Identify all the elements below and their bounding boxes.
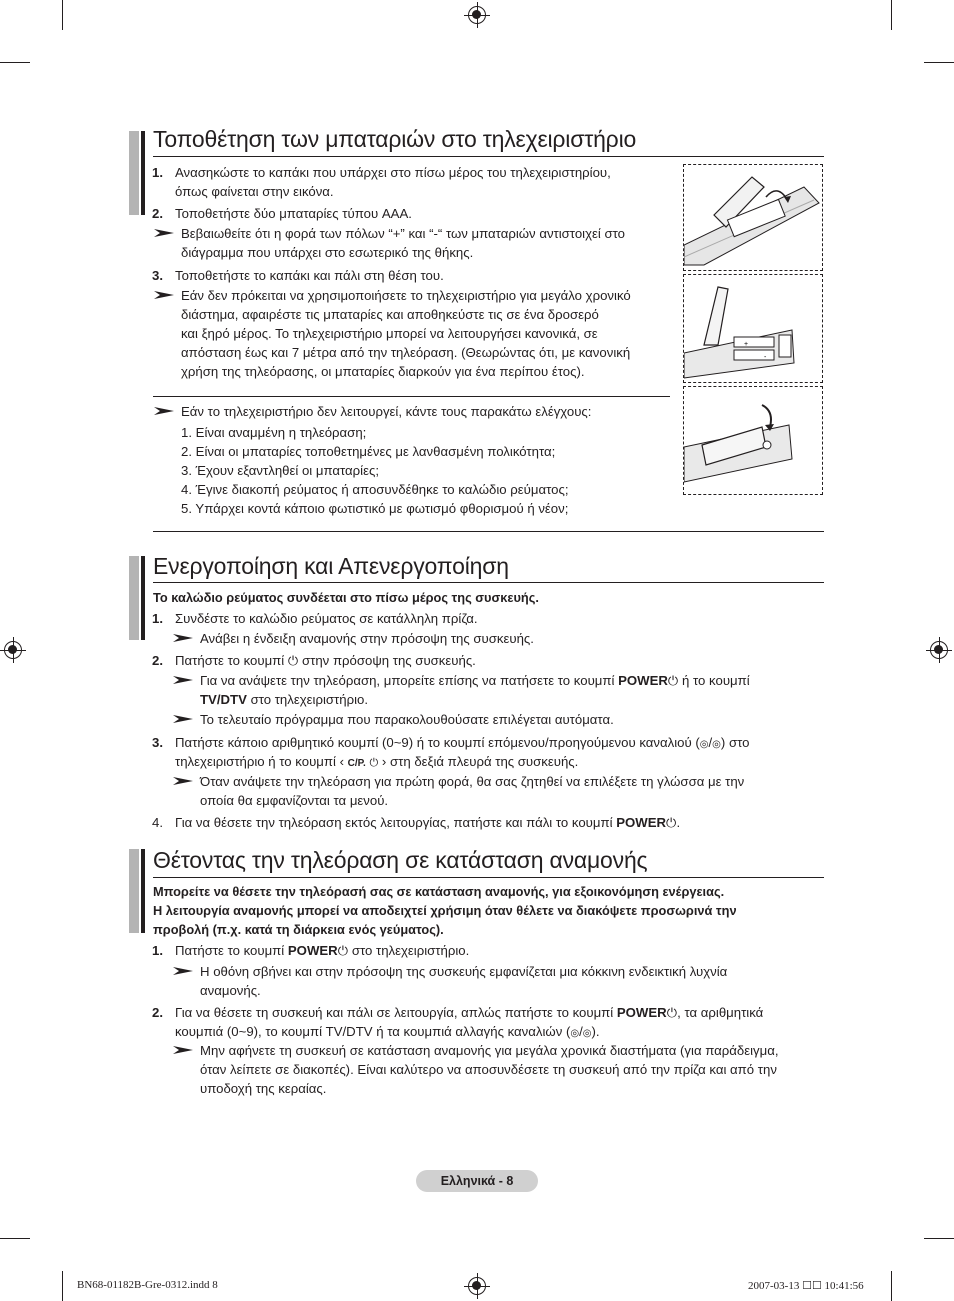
power-icon: ⏻ — [287, 653, 299, 668]
crop-mark — [0, 1238, 30, 1239]
step-number: 3. — [152, 268, 163, 283]
chevron-right-icon: › — [381, 754, 387, 769]
power-icon: ⏻ — [667, 673, 679, 688]
crop-mark — [62, 0, 63, 30]
check-item: 4. Έγινε διακοπή ρεύματος ή αποσυνδέθηκε το καλώδιο ρεύματος; — [181, 482, 569, 497]
arrow-note-icon — [173, 714, 193, 724]
crop-mark — [891, 1271, 892, 1301]
channel-down-icon: ◎ — [712, 739, 721, 750]
note-text: υποδοχή της κεραίας. — [200, 1081, 327, 1096]
registration-mark-icon — [468, 6, 486, 24]
step-text-part: . — [676, 815, 681, 830]
note-text — [200, 671, 750, 690]
section-marker — [129, 556, 139, 640]
crop-mark — [924, 62, 954, 63]
power-label: POWER — [618, 673, 668, 688]
note-text: χρήση της τηλεόρασης, οι μπαταρίες διαρκούν για ένα περίπου έτος). — [181, 364, 585, 379]
power-icon: ⏻ — [666, 815, 677, 830]
arrow-note-icon — [173, 966, 193, 976]
step-text-part: Πατήστε το κουμπί — [175, 943, 285, 958]
step-number: 1. — [152, 165, 163, 180]
cp-label: C/P. — [347, 758, 366, 769]
crop-mark — [62, 1271, 63, 1301]
section-marker — [141, 131, 145, 215]
step-text-part: στην πρόσοψη της συσκευής. — [302, 653, 476, 668]
arrow-note-icon — [154, 228, 174, 238]
note-text: Το τελευταίο πρόγραμμα που παρακολουθούσατε επιλέγεται αυτόματα. — [200, 712, 614, 727]
crop-mark — [924, 1238, 954, 1239]
chevron-left-icon: ‹ — [339, 754, 344, 769]
step-text — [175, 1003, 763, 1022]
section-marker — [129, 131, 139, 215]
step-text: Ανασηκώστε το καπάκι που υπάρχει στο πίσω μέρος του τηλεχειριστηρίου, — [175, 165, 611, 180]
note-text: Μην αφήνετε τη συσκευή σε κατάσταση αναμονής για μεγάλα χρονικά διαστήματα (για παράδειγμα, — [200, 1043, 779, 1058]
section-title-batteries: Τοποθέτηση των μπαταριών στο τηλεχειριστήριο — [153, 126, 637, 152]
power-label: POWER — [616, 815, 667, 830]
step-text: Τοποθετήστε δύο μπαταρίες τύπου AAA. — [175, 206, 412, 221]
section-rule — [153, 877, 824, 878]
registration-mark-icon — [4, 641, 22, 659]
step-text: κουμπιά (0~9), το κουμπί TV/DTV ή τα κουμπιά αλλαγής καναλιών (◎/◎). — [175, 1024, 600, 1039]
note-text: διάγραμμα που υπάρχει στο εσωτερικό της θήκης. — [181, 245, 474, 260]
page-number-badge: Ελληνικά - 8 — [416, 1170, 538, 1192]
note-text: Εάν το τηλεχειριστήριο δεν λειτουργεί, κάντε τους παρακάτω ελέγχους: — [181, 404, 592, 419]
intro-text: Η λειτουργία αναμονής μπορεί να αποδειχτεί χρήσιμη όταν θέλετε να διακόψετε προσωρινά την — [153, 903, 737, 918]
intro-text: Το καλώδιο ρεύματος συνδέεται στο πίσω μέρος της συσκευής. — [153, 590, 539, 605]
step-text — [175, 752, 578, 773]
arrow-note-icon — [173, 776, 193, 786]
step-number: 2. — [152, 653, 163, 668]
arrow-note-icon — [173, 675, 193, 685]
step-text-part: ) στο — [720, 735, 750, 750]
remote-illustration-batteries — [683, 274, 823, 383]
step-text-part: στο τηλεχειριστήριο. — [351, 943, 470, 958]
note-text-part: ή το κουμπί — [682, 673, 750, 688]
note-text: αναμονής. — [200, 983, 261, 998]
timestamp: 2007-03-13 ☐☐ 10:41:56 — [748, 1280, 864, 1292]
note-text: Βεβαιωθείτε ότι η φορά των πόλων “+” και “-“ των μπαταριών αντιστοιχεί στο — [181, 226, 625, 241]
crop-mark — [0, 62, 30, 63]
note-text — [200, 690, 368, 709]
crop-mark — [891, 0, 892, 30]
section-title-power: Ενεργοποίηση και Απενεργοποίηση — [153, 553, 509, 579]
power-icon: ⏻ — [369, 757, 379, 769]
section-title-standby: Θέτοντας την τηλεόραση σε κατάσταση αναμονής — [153, 847, 648, 873]
note-text: απόσταση έως και 7 μέτρα από την τηλεόραση. (Θεωρώντας ότι, με κανονική — [181, 345, 631, 360]
note-text: διάστημα, αφαιρέστε τις μπαταρίες και αποθηκεύστε τις σε ένα δροσερό — [181, 307, 599, 322]
power-icon: ⏻ — [666, 1005, 678, 1020]
step-text: Πατήστε κάποιο αριθμητικό κουμπί (0~9) ή το κουμπί επόμενου/προηγούμενου καναλιού (◎/◎) στο — [175, 735, 750, 750]
check-item: 2. Είναι οι μπαταρίες τοποθετημένες με λανθασμένη πολικότητα; — [181, 444, 556, 459]
section-marker — [129, 849, 139, 933]
registration-mark-icon — [468, 1277, 486, 1295]
note-text-part: Για να ανάψετε την τηλεόραση, μπορείτε επίσης να πατήσετε το κουμπί — [200, 673, 615, 688]
check-item: 3. Έχουν εξαντληθεί οι μπαταρίες; — [181, 463, 380, 478]
intro-text: Μπορείτε να θέσετε την τηλεόρασή σας σε κατάσταση αναμονής, για εξοικονόμηση ενέργειας. — [153, 884, 725, 899]
power-label: POWER — [287, 943, 338, 958]
channel-down-icon: ◎ — [582, 1028, 592, 1039]
section-rule — [153, 531, 824, 532]
step-number: 1. — [152, 611, 163, 626]
step-text: όπως φαίνεται στην εικόνα. — [175, 184, 334, 199]
power-icon: ⏻ — [337, 943, 349, 958]
note-text-part: στο τηλεχειριστήριο. — [250, 692, 369, 707]
tvdtv-label: TV/DTV — [200, 692, 247, 707]
registration-mark-icon — [930, 641, 948, 659]
note-text: Ανάβει η ένδειξη αναμονής στην πρόσοψη της συσκευής. — [200, 631, 534, 646]
channel-up-icon: ◎ — [570, 1028, 580, 1039]
section-rule — [153, 582, 824, 583]
note-text: όταν λείπετε σε διακοπές). Είναι καλύτερο να αποσυνδέσετε τη συσκευή από την πρίζα και από την — [200, 1062, 777, 1077]
channel-up-icon: ◎ — [699, 739, 709, 750]
remote-illustration-close-cover — [683, 386, 823, 495]
arrow-note-icon — [173, 633, 193, 643]
section-marker — [141, 849, 145, 933]
step-text-part: Για να θέσετε τη συσκευή και πάλι σε λειτουργία, απλώς πατήστε το κουμπί — [175, 1005, 614, 1020]
check-item: 1. Είναι αναμμένη η τηλεόραση; — [181, 425, 367, 440]
section-marker — [141, 556, 145, 640]
step-text-part: , τα αριθμητικά — [677, 1005, 764, 1020]
step-text — [175, 651, 476, 670]
step-number: 2. — [152, 206, 163, 221]
step-text-part: ). — [591, 1024, 600, 1039]
step-text-part: Πατήστε κάποιο αριθμητικό κουμπί (0~9) ή το κουμπί επόμενου/προηγούμενου καναλιού ( — [175, 735, 700, 750]
step-number: 2. — [152, 1005, 163, 1020]
section-rule — [153, 156, 824, 157]
step-number: 4. — [152, 815, 163, 830]
check-item: 5. Υπάρχει κοντά κάποιο φωτιστικό με φωτισμό φθορισμού ή νέον; — [181, 501, 569, 516]
step-text: Συνδέστε το καλώδιο ρεύματος σε κατάλληλη πρίζα. — [175, 611, 478, 626]
step-text: Τοποθετήστε το καπάκι και πάλι στη θέση του. — [175, 268, 444, 283]
note-text: και ξηρό μέρος. Το τηλεχειριστήριο μπορεί να λειτουργήσει κανονικά, σε — [181, 326, 598, 341]
arrow-note-icon — [154, 406, 174, 416]
step-number: 1. — [152, 943, 163, 958]
step-text-part: τηλεχειριστήριο ή το κουμπί — [175, 754, 336, 769]
note-text: Εάν δεν πρόκειται να χρησιμοποιήσετε το τηλεχειριστήριο για μεγάλο χρονικό — [181, 288, 631, 303]
step-text-part: κουμπιά (0~9), το κουμπί TV/DTV ή τα κουμπιά αλλαγής καναλιών ( — [175, 1024, 571, 1039]
note-text: οποία θα εμφανίζονται τα μενού. — [200, 793, 389, 808]
arrow-note-icon — [173, 1045, 193, 1055]
power-label: POWER — [616, 1005, 667, 1020]
step-text — [175, 941, 469, 960]
file-name: BN68-01182B-Gre-0312.indd 8 — [77, 1279, 218, 1291]
step-text-part: Πατήστε το κουμπί — [175, 653, 285, 668]
note-text: Η οθόνη σβήνει και στην πρόσοψη της συσκευής εμφανίζεται μια κόκκινη ενδεικτική λυχνία — [200, 964, 728, 979]
arrow-note-icon — [154, 290, 174, 300]
step-text-part: στη δεξιά πλευρά της συσκευής. — [389, 754, 579, 769]
step-text-part: Για να θέσετε την τηλεόραση εκτός λειτουργίας, πατήστε και πάλι το κουμπί — [175, 815, 613, 830]
step-number: 3. — [152, 735, 163, 750]
intro-text: προβολή (π.χ. κατά τη διάρκεια ενός γεύματος). — [153, 922, 444, 937]
battery-minus-sign: - — [764, 354, 767, 361]
battery-plus-sign: + — [744, 341, 749, 348]
remote-illustration-open-cover — [683, 164, 823, 271]
note-text: Όταν ανάψετε την τηλεόραση για πρώτη φορά, θα σας ζητηθεί να επιλέξετε τη γλώσσα με την — [200, 774, 745, 789]
divider — [153, 396, 670, 397]
step-text — [175, 813, 680, 832]
